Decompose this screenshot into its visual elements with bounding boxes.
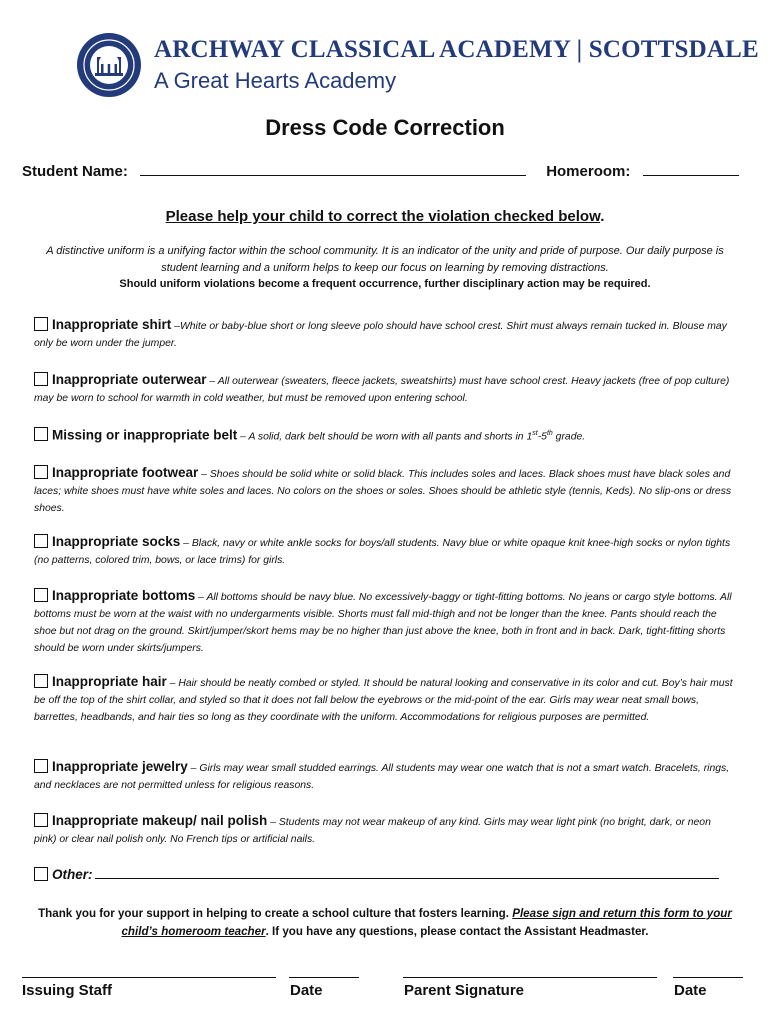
closing-note — [20, 905, 750, 941]
violation-item-makeup — [34, 812, 734, 848]
violation-item-shirt — [34, 316, 734, 352]
violation-item-socks — [34, 533, 734, 569]
item-label: Inappropriate shirt — [52, 317, 172, 332]
student-info-row — [22, 163, 752, 180]
item-description-cont: -5 — [537, 431, 547, 443]
item-label: Inappropriate bottoms — [52, 588, 196, 603]
issuing-staff-label: Issuing Staff — [22, 982, 113, 999]
item-description: Shoes should be solid white or solid black. This includes soles and laces. Black shoes must have black soles and laces; white shoes must have white soles and laces. No colors on the shoes or soles. Shoes should be athletic style (tennis, Keds). No slip-ons or dress shoes. — [34, 469, 732, 514]
item-separator: – — [180, 538, 192, 549]
item-separator: – — [267, 817, 279, 828]
item-description-end: grade. — [552, 431, 586, 443]
homeroom-field[interactable] — [643, 163, 739, 176]
item-description: White or baby-blue short or long sleeve polo should have school crest. Shirt must always remain tucked in. Blouse may only be worn under the jumper. — [34, 321, 727, 349]
item-description: All outerwear (sweaters, fleece jackets, sweatshirts) must have school crest. Heavy jackets (free of pop culture) may be worn to school for warmth in cold weather, but must be removed upon entering school. — [34, 376, 730, 404]
violation-item-other — [34, 866, 734, 885]
closing-text-end: . If you have any questions, please contact the Assistant Headmaster. — [265, 925, 649, 938]
violation-item-bottoms — [34, 587, 734, 657]
checkbox-bottoms[interactable] — [34, 588, 48, 602]
item-label: Inappropriate outerwear — [52, 372, 207, 387]
parent-signature-label: Parent Signature — [404, 982, 525, 999]
violation-item-jewelry — [34, 758, 734, 794]
checkbox-outerwear[interactable] — [34, 372, 48, 386]
checkbox-jewelry[interactable] — [34, 759, 48, 773]
other-field[interactable] — [95, 866, 719, 879]
item-description: A solid, dark belt should be worn with all pants and shorts in 1 — [248, 431, 533, 443]
item-separator: – — [198, 469, 210, 480]
item-label: Inappropriate hair — [52, 674, 167, 689]
issuing-staff-signature-line[interactable] — [22, 977, 276, 978]
superscript: st — [532, 430, 538, 437]
intro-warning: Should uniform violations become a frequent occurrence, further disciplinary action may be required. — [119, 278, 651, 290]
violation-item-belt — [34, 425, 734, 445]
item-label: Inappropriate jewelry — [52, 759, 188, 774]
school-seal-logo — [76, 32, 142, 98]
item-separator: – — [195, 592, 207, 603]
item-separator: – — [206, 376, 218, 387]
instruction-text: Please help your child to correct the violation checked below — [165, 208, 601, 225]
parent-signature-line[interactable] — [403, 977, 657, 978]
staff-date-line[interactable] — [289, 977, 359, 978]
instruction-heading — [0, 208, 770, 225]
item-description: Girls may wear small studded earrings. All students may wear one watch that is not a smart watch. Bracelets, rings, and necklaces are not permitted unless for religious reasons. — [34, 763, 730, 791]
checkbox-footwear[interactable] — [34, 465, 48, 479]
student-name-field[interactable] — [140, 163, 526, 176]
checkbox-other[interactable] — [34, 867, 48, 881]
form-title: Dress Code Correction — [265, 115, 505, 140]
item-description: Students may not wear makeup of any kind. Girls may wear light pink (no bright, dark, or neon pink) or clear nail polish only. No French tips or artificial nails. — [34, 817, 711, 845]
violation-item-hair — [34, 673, 734, 726]
school-name: ARCHWAY CLASSICAL ACADEMY | SCOTTSDALE — [154, 36, 759, 63]
intro-paragraph: A distinctive uniform is a unifying factor within the school community. It is an indicator of the unity and pride of purpose. Our daily purpose is student learning and a uniform helps to keep our focus on learning by removing distractions. — [46, 245, 724, 274]
letterhead — [76, 32, 759, 102]
violation-item-footwear — [34, 464, 734, 517]
checkbox-hair[interactable] — [34, 674, 48, 688]
item-label: Inappropriate makeup/ nail polish — [52, 813, 268, 828]
item-separator: – — [166, 678, 179, 689]
school-subtitle: A Great Hearts Academy — [154, 68, 397, 93]
checkbox-belt[interactable] — [34, 427, 48, 441]
item-separator: – — [237, 431, 249, 443]
closing-text: Thank you for your support in helping to create a school culture that fosters learning. — [38, 907, 513, 920]
student-name-label: Student Name: — [22, 163, 128, 180]
item-label: Other: — [52, 867, 93, 882]
violation-item-outerwear — [34, 371, 734, 407]
item-description: All bottoms should be navy blue. No excessively-baggy or tight-fitting bottoms. No jeans or cargo style bottoms. All bottoms must be worn at the waist with no undergarments visible. Shorts must fall mid-thigh and not be longer than the knee. Pants should reach the shoe but not drag on the ground. Skirt/jumper/skort hems may be no higher than just above the knee, both in front and in back. Dark, tight-fitting shorts should be worn under skirts/jumpers. — [34, 592, 732, 654]
item-description: Hair should be neatly combed or styled. It should be natural looking and conservative in its color and cut. Boy’s hair must be off the top of the shirt collar, and styled so that it does not fall below the eyebrows or the mid-point of the ear. Girls may wear neat small bows, barrettes, headbands, and hair ties so long as they coordinate with the uniform. Accommodations for religious purposes are permitted. — [34, 678, 733, 723]
homeroom-label: Homeroom: — [546, 163, 631, 180]
staff-date-label: Date — [290, 982, 323, 999]
item-separator: – — [187, 763, 200, 774]
item-separator: – — [171, 321, 180, 332]
closing-emphasis: Please sign and return this form to your child’s homeroom teacher — [121, 907, 732, 938]
item-label: Inappropriate socks — [52, 534, 181, 549]
parent-date-label: Date — [674, 982, 707, 999]
item-label: Missing or inappropriate belt — [52, 427, 238, 443]
checkbox-shirt[interactable] — [34, 317, 48, 331]
parent-date-line[interactable] — [673, 977, 743, 978]
item-description: Black, navy or white ankle socks for boys/all students. Navy blue or white opaque knit knee-high socks or nylon tights (no patterns, colored trim, bows, or lace trims) for girls. — [34, 538, 731, 566]
instruction-period: . — [600, 208, 605, 225]
checkbox-makeup[interactable] — [34, 813, 48, 827]
superscript: th — [546, 430, 553, 437]
item-label: Inappropriate footwear — [52, 465, 199, 480]
checkbox-socks[interactable] — [34, 534, 48, 548]
